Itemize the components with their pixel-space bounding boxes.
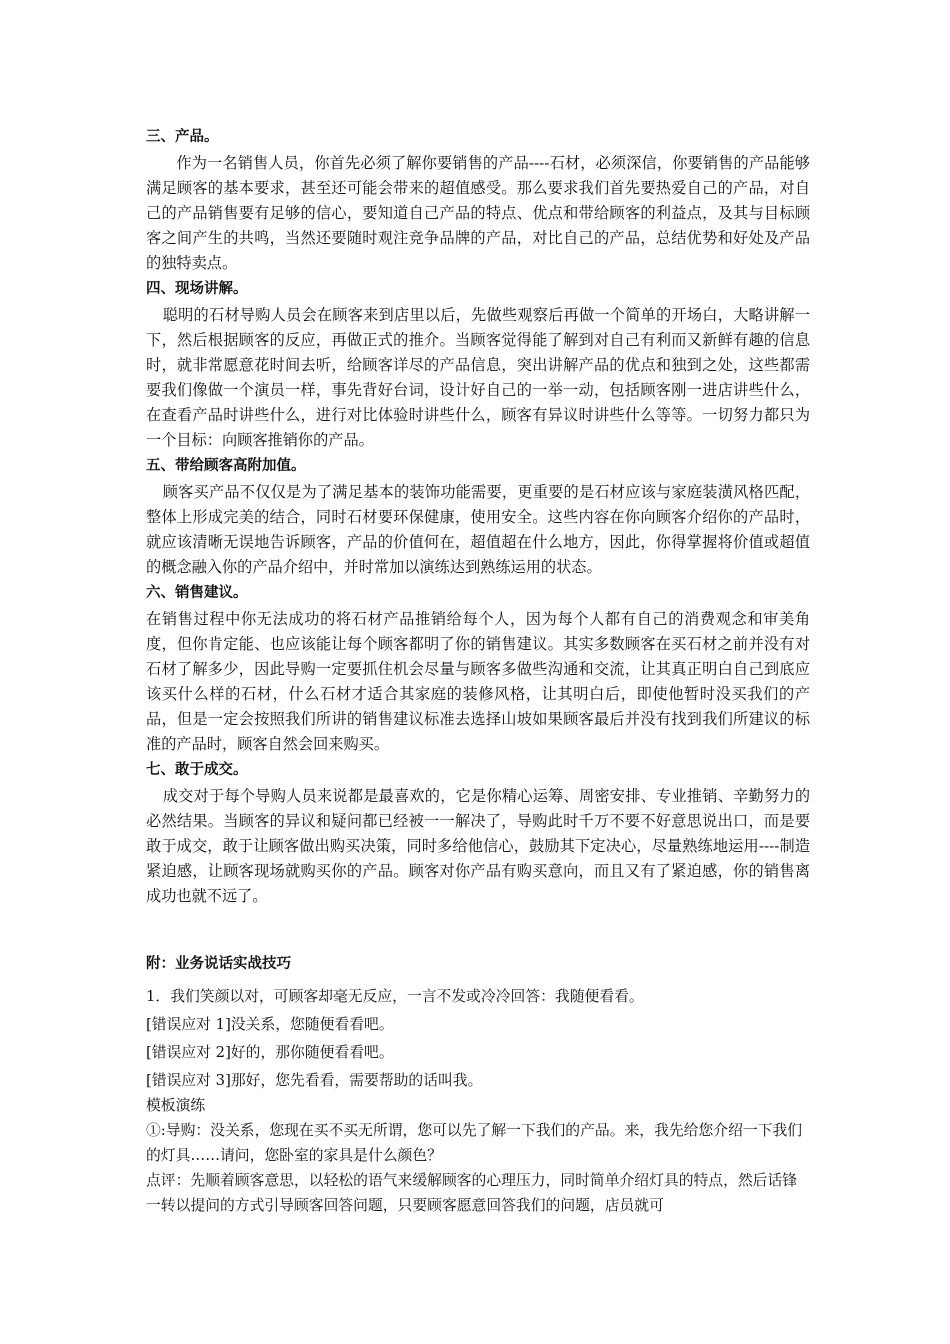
appendix-title: 附：业务说话实战技巧 — [146, 956, 291, 972]
appendix-line: 模板演练 — [146, 1097, 206, 1114]
appendix-line: [错误应对 2]好的，那你随便看看吧。 — [146, 1044, 394, 1061]
section-heading-close-deal: 七、敢于成交。 — [146, 762, 248, 778]
section-body-onsite-explanation: 聪明的石材导购人员会在顾客来到店里以后，先做些观察后再做一个简单的开场白，大略讲解一下，然后根据顾客的反应，再做正式的推介。当顾客觉得能了解到对自己有利而又新鲜有趣的信息时，就非常愿意花时间去听，给顾客详尽的产品信息，突出讲解产品的优点和独到之处，这些都需要我们像做一个演员一样，事先背好台词，设计好自己的一举一动，包括顾客刚一进店讲些什么，在查看产品时讲些什么，进行对比体验时讲些什么，顾客有异议时讲些什么等等。一切努力都只为一个目标：向顾客推销你的产品。 — [146, 306, 810, 449]
section-body-added-value: 顾客买产品不仅仅是为了满足基本的装饰功能需要，更重要的是石材应该与家庭装潢风格匹配，整体上形成完美的结合，同时石材要环保健康，使用安全。这些内容在你向顾客介绍你的产品时，就应该清晰无误地告诉顾客，产品的价值何在，超值超在什么地方，因此，你得掌握将价值或超值的概念融入你的产品介绍中，并时常加以演练达到熟练运用的状态。 — [146, 483, 810, 576]
section-body-sales-advice: 在销售过程中你无法成功的将石材产品推销给每个人，因为每个人都有自己的消费观念和审美角度，但你肯定能、也应该能让每个顾客都明了你的销售建议。其实多数顾客在买石材之前并没有对石材了解多少，因此导购一定要抓住机会尽量与顾客多做些沟通和交流，让其真正明白自己到底应该买什么样的石材，什么石材才适合其家庭的装修风格，让其明白后，即使他暂时没买我们的产品，但是一定会按照我们所讲的销售建议标准去选择山坡如果顾客最后并没有找到我们所建议的标准的产品时，顾客自然会回来购买。 — [146, 610, 810, 753]
appendix-line: 点评：先顺着顾客意思，以轻松的语气来缓解顾客的心理压力，同时简单介绍灯具的特点，然后话锋一转以提问的方式引导顾客回答问题，只要顾客愿意回答我们的问题，店员就可 — [146, 1172, 798, 1214]
document-page — [146, 124, 810, 1218]
appendix-line: [错误应对 1]没关系，您随便看看吧。 — [146, 1016, 394, 1033]
appendix-line: 1．我们笑颜以对，可顾客却毫无反应，一言不发或冷冷回答：我随便看看。 — [146, 988, 644, 1005]
section-spacer — [146, 909, 810, 951]
appendix-line: [错误应对 3]那好，您先看看，需要帮助的话叫我。 — [146, 1072, 483, 1089]
section-heading-added-value: 五、带给顾客高附加值。 — [146, 458, 306, 474]
appendix-line: ①:导购：没关系，您现在买不买无所谓，您可以先了解一下我们的产品。来，我先给您介绍一下我们的灯具……请问，您卧室的家具是什么颜色？ — [146, 1122, 803, 1164]
section-body-product: 作为一名销售人员，你首先必须了解你要销售的产品----石材，必须深信，你要销售的产品能够满足顾客的基本要求，甚至还可能会带来的超值感受。那么要求我们首先要热爱自己的产品，对自己的产品销售要有足够的信心，要知道自己产品的特点、优点和带给顾客的利益点，及其与目标顾客之间产生的共鸣，当然还要随时观注竞争品牌的产品，对比自己的产品，总结优势和好处及产品的独特卖点。 — [146, 154, 810, 272]
section-heading-product: 三、产品。 — [146, 129, 219, 145]
section-heading-onsite-explanation: 四、现场讲解。 — [146, 281, 248, 297]
section-heading-sales-advice: 六、销售建议。 — [146, 585, 248, 601]
section-body-close-deal: 成交对于每个导购人员来说都是最喜欢的，它是你精心运筹、周密安排、专业推销、辛勤努力的必然结果。当顾客的异议和疑问都已经被一一解决了，导购此时千万不要不好意思说出口，而是要敢于成交，敢于让顾客做出购买决策，同时多给他信心，鼓励其下定决心，尽量熟练地运用----制造紧迫感，让顾客现场就购买你的产品。顾客对你产品有购买意向，而且又有了紧迫感，你的销售离成功也就不远了。 — [146, 787, 810, 905]
